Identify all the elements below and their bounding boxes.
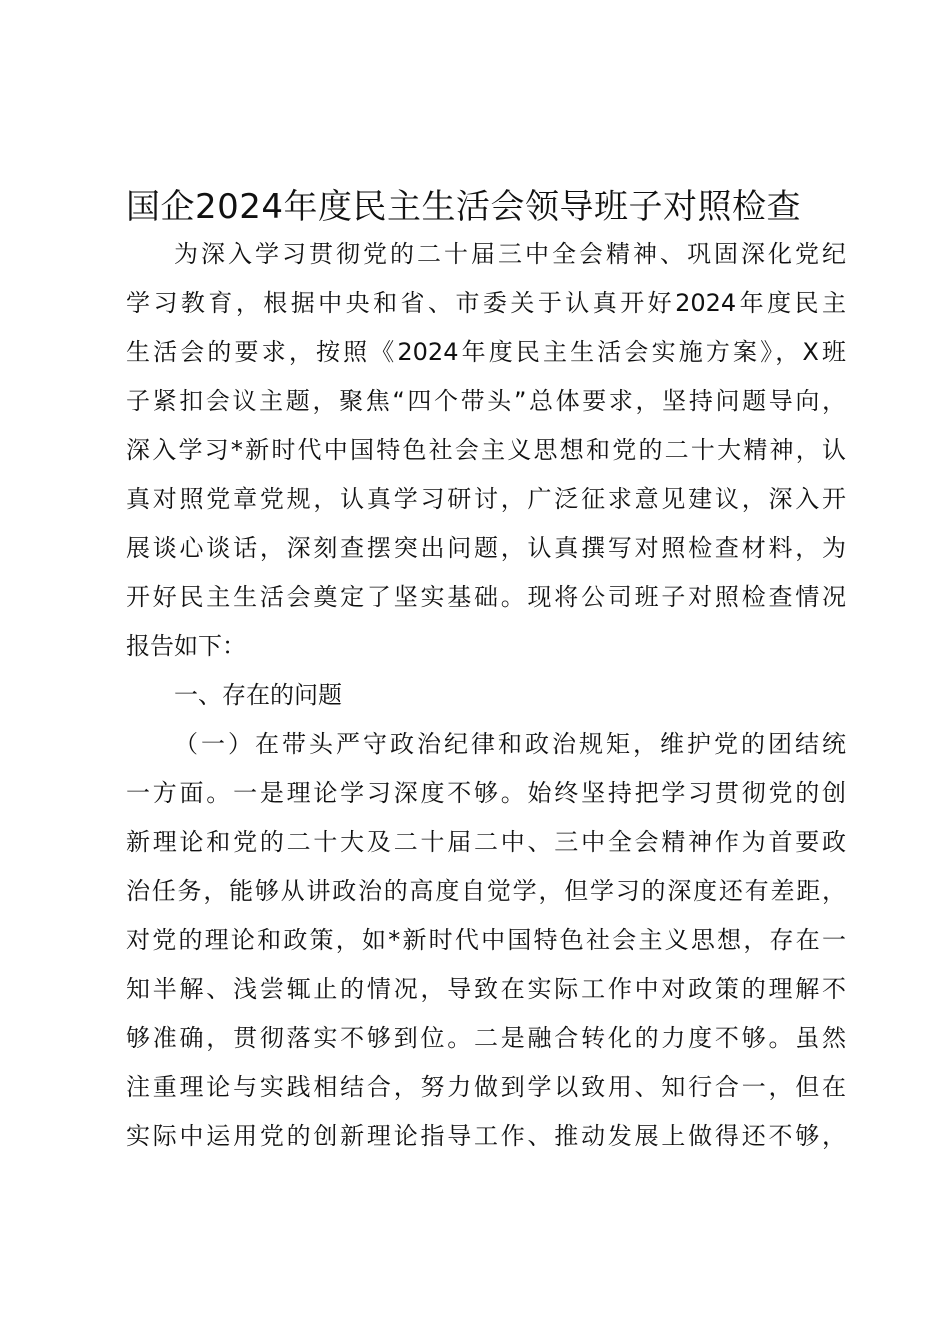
paragraph-line: 实际中运用党的创新理论指导工作、推动发展上做得还不够， (126, 1122, 846, 1150)
paragraph-line: 为深入学习贯彻党的二十届三中全会精神、巩固深化党纪 (174, 240, 846, 268)
document-title: 国企2024年度民主生活会领导班子对照检查 (126, 187, 802, 227)
paragraph-line: 知半解、浅尝辄止的情况，导致在实际工作中对政策的理解不 (126, 975, 846, 1003)
paragraph-line: 注重理论与实践相结合，努力做到学以致用、知行合一，但在 (126, 1073, 846, 1101)
paragraph-line: 治任务，能够从讲政治的高度自觉学，但学习的深度还有差距， (126, 877, 846, 905)
paragraph-line: 展谈心谈话，深刻查摆突出问题，认真撰写对照检查材料，为 (126, 534, 846, 562)
section-heading: 一、存在的问题 (174, 681, 342, 709)
paragraph-line: 深入学习*新时代中国特色社会主义思想和党的二十大精神，认 (126, 436, 846, 464)
paragraph-line: 生活会的要求，按照《2024年度民主生活会实施方案》，X班 (126, 338, 846, 366)
paragraph-line: 对党的理论和政策，如*新时代中国特色社会主义思想，存在一 (126, 926, 846, 954)
paragraph-line: 一方面。一是理论学习深度不够。始终坚持把学习贯彻党的创 (126, 779, 846, 807)
paragraph-line: 学习教育，根据中央和省、市委关于认真开好2024年度民主 (126, 289, 846, 317)
paragraph-line: （一）在带头严守政治纪律和政治规矩，维护党的团结统 (174, 730, 846, 758)
paragraph-line: 新理论和党的二十大及二十届二中、三中全会精神作为首要政 (126, 828, 846, 856)
document-body (126, 230, 846, 1161)
paragraph-line: 子紧扣会议主题，聚焦“四个带头”总体要求，坚持问题导向， (126, 387, 846, 415)
paragraph-line: 够准确，贯彻落实不够到位。二是融合转化的力度不够。虽然 (126, 1024, 846, 1052)
paragraph-line: 报告如下： (126, 632, 246, 660)
paragraph-line: 开好民主生活会奠定了坚实基础。现将公司班子对照检查情况 (126, 583, 846, 611)
paragraph-line: 真对照党章党规，认真学习研讨，广泛征求意见建议，深入开 (126, 485, 846, 513)
